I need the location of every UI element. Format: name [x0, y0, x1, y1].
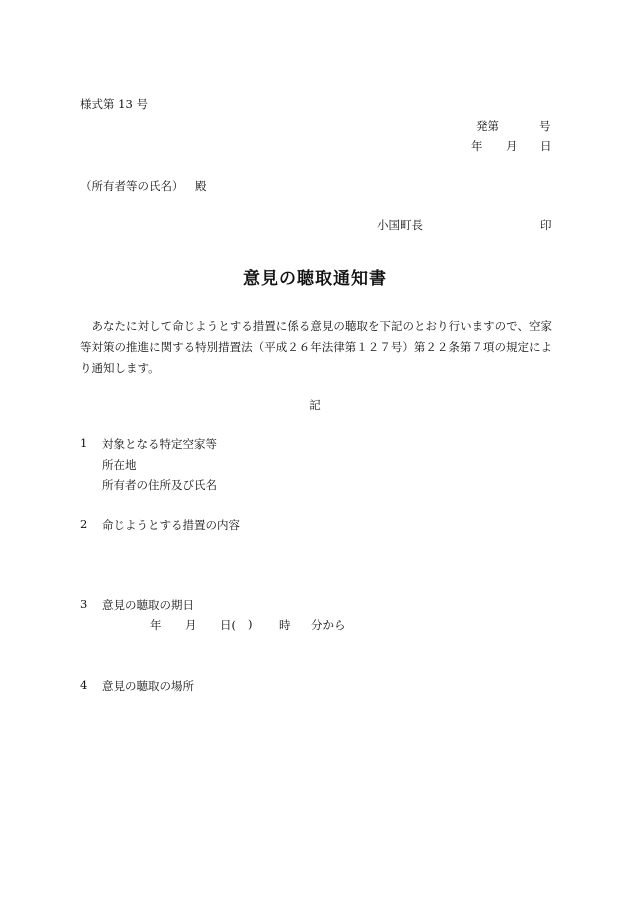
- seal-mark: 印: [540, 218, 552, 232]
- item-3-number: 3: [80, 597, 88, 611]
- item-2-label: 命じようとする措置の内容: [102, 518, 240, 532]
- body-paragraph: あなたに対して命じようとする措置に係る意見の聴取を下記のとおり行いますので、空家等対策の推進に関する特別措置法（平成２６年法律第１２７号）第２２条第７項の規定により通知します。: [80, 319, 552, 375]
- hearing-date-weekday-close: ): [248, 617, 253, 631]
- hearing-time-minute: 分から: [311, 618, 346, 632]
- hearing-time-hour: 時: [279, 618, 291, 632]
- issue-number-prefix: 発第: [476, 119, 499, 133]
- recipient-name-placeholder: （所有者等の氏名）: [80, 179, 184, 193]
- date-month: 月: [506, 139, 518, 153]
- item-2-number: 2: [80, 517, 88, 531]
- sender-title: 小国町長: [377, 218, 423, 232]
- hearing-date-day: 日(: [220, 618, 236, 632]
- form-number: 様式第 13 号: [80, 97, 148, 111]
- recipient-honorific: 殿: [195, 179, 207, 193]
- item-1-sub-location: 所在地: [102, 458, 137, 472]
- issue-number-suffix: 号: [539, 119, 551, 133]
- item-4-label: 意見の聴取の場所: [102, 679, 194, 693]
- item-4-number: 4: [80, 678, 88, 692]
- hearing-date-month: 月: [185, 618, 197, 632]
- date-day: 日: [540, 139, 552, 153]
- hearing-date-year: 年: [150, 618, 162, 632]
- date-year: 年: [471, 139, 483, 153]
- ki-label: 記: [309, 398, 321, 412]
- item-1-number: 1: [80, 436, 88, 450]
- document-title: 意見の聴取通知書: [243, 269, 387, 289]
- item-1-sub-owner: 所有者の住所及び氏名: [102, 478, 217, 492]
- item-1-label: 対象となる特定空家等: [102, 437, 217, 451]
- item-3-label: 意見の聴取の期日: [102, 598, 194, 612]
